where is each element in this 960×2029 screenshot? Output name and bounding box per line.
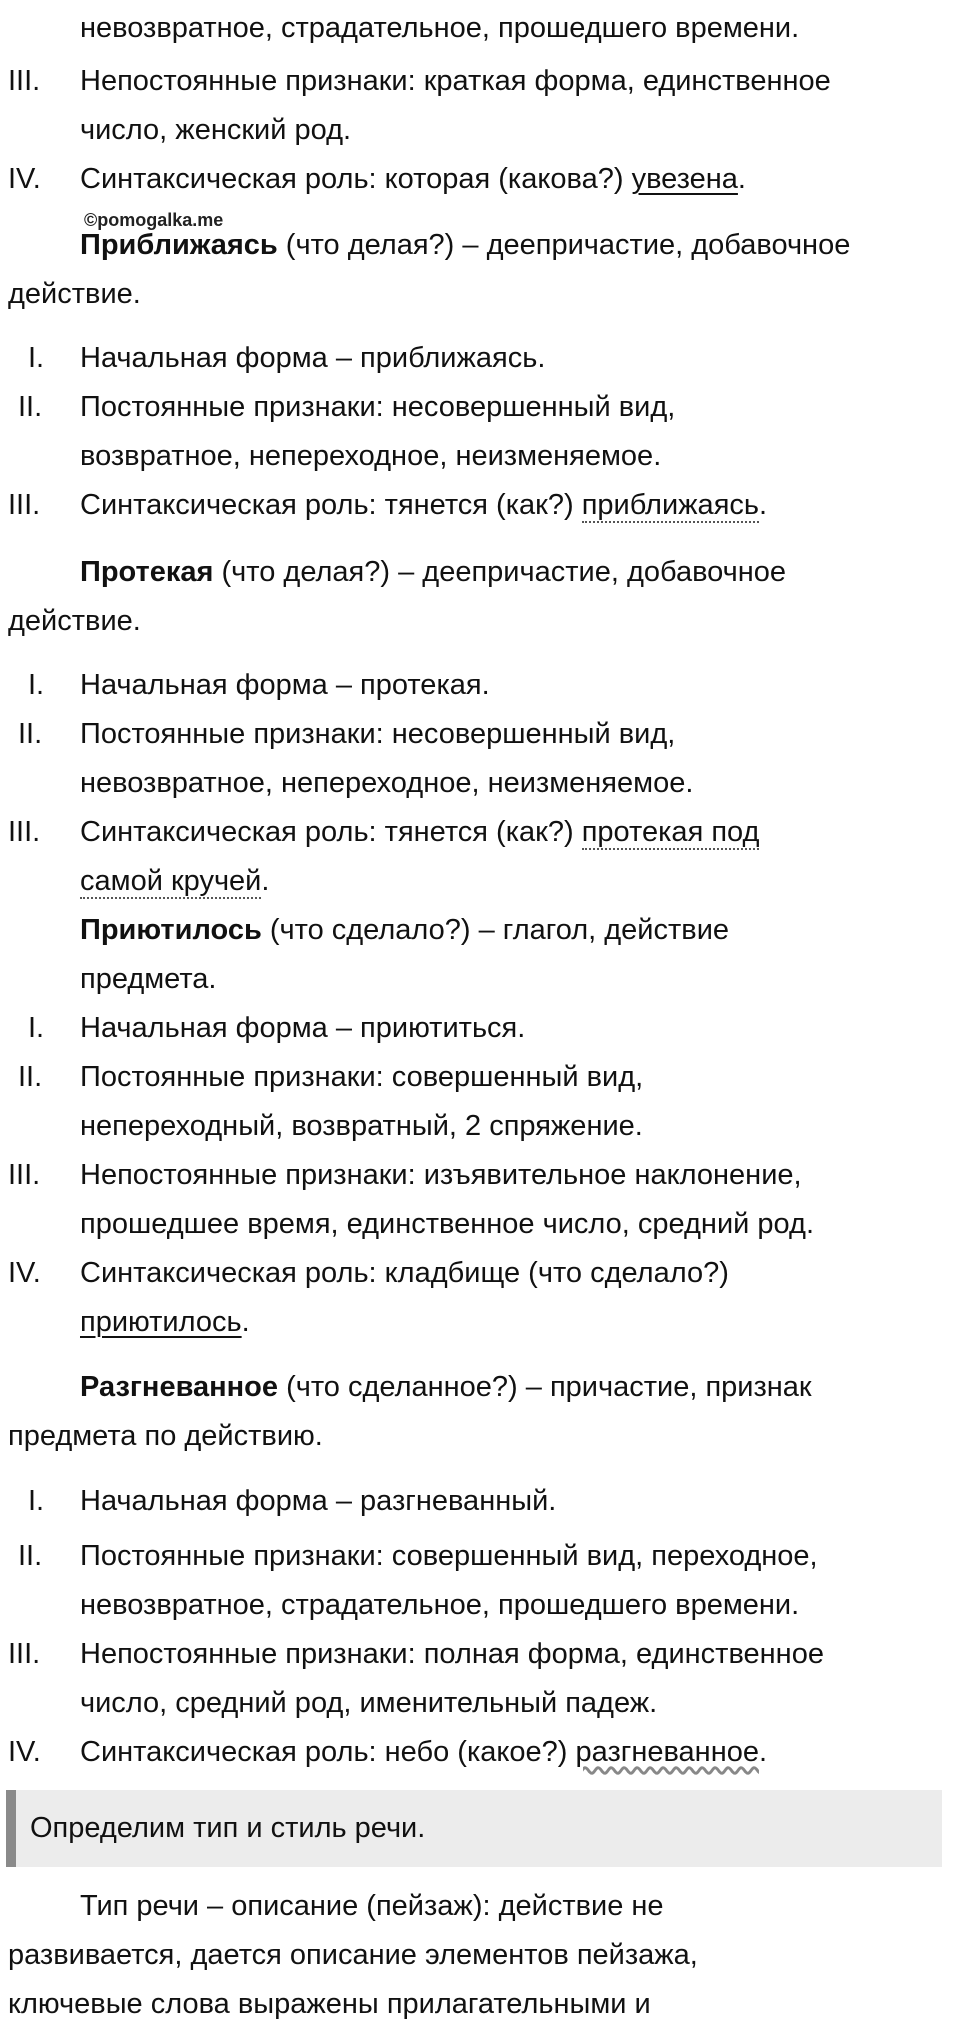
underlined-word: самой кручей [80,865,262,897]
list-number: II. [18,391,43,423]
text-span: . [758,1736,768,1768]
list-number: IV. [8,1736,41,1768]
text-line: Начальная форма – приютиться. [80,1012,526,1044]
text-line: невозвратное, страдательное, прошедшего времени. [80,12,800,44]
text-span: . [261,865,270,897]
list-number: III. [8,816,41,848]
callout-text: Определим тип и стиль речи. [30,1812,426,1844]
list-number: I. [28,342,45,374]
bold-term: Приютилось [80,914,262,946]
paragraph-heading [80,906,729,955]
text-line: Непостоянные признаки: краткая форма, единственное [80,65,831,97]
text-line: Непостоянные признаки: изъявительное наклонение, [80,1159,802,1191]
underlined-word: разгневанное [575,1736,759,1768]
text-line: число, средний род, именительный падеж. [80,1687,658,1719]
underlined-word: протекая под [581,816,760,848]
text-line: предмета по действию. [8,1420,323,1452]
text-span: . [759,489,768,521]
text-line: ключевые слова выражены прилагательными и [8,1988,651,2020]
text-span: Синтаксическая роль: небо (какое?) [80,1736,576,1768]
text-line: Начальная форма – приближаясь. [80,342,546,374]
text-line: число, женский род. [80,114,352,146]
text-line: Постоянные признаки: несовершенный вид, [80,718,676,750]
text-span: Синтаксическая роль: которая (какова?) [80,163,632,195]
text-line: Постоянные признаки: совершенный вид, переходное, [80,1540,818,1572]
list-number: I. [28,1485,45,1517]
list-item-continuation [80,857,269,906]
list-number: III. [8,1159,41,1191]
text-line: Начальная форма – разгневанный. [80,1485,557,1517]
text-span: . [737,163,746,195]
text-line: Непостоянные признаки: полная форма, единственное [80,1638,824,1670]
text-line: непереходный, возвратный, 2 спряжение. [80,1110,643,1142]
list-number: IV. [8,1257,41,1289]
text-line: предмета. [80,963,217,995]
list-item [80,808,759,857]
text-line: действие. [8,278,141,310]
list-number: I. [28,1012,45,1044]
text-line: Синтаксическая роль: кладбище (что сделало?) [80,1257,729,1289]
paragraph-heading [80,1363,812,1412]
bold-term: Протекая [80,556,214,588]
bold-term: Приближаясь [80,229,278,261]
text-line: Постоянные признаки: несовершенный вид, [80,391,676,423]
underlined-word: приближаясь [581,489,760,521]
paragraph-heading [80,221,850,270]
text-line: действие. [8,605,141,637]
text-span: (что делая?) – деепричастие, добавочное [213,556,787,588]
text-span: Синтаксическая роль: тянется (как?) [80,489,582,521]
list-item [80,1728,767,1777]
bold-term: Разгневанное [80,1371,279,1403]
text-span: . [241,1306,250,1338]
list-number: II. [18,1540,43,1572]
list-number: II. [18,718,43,750]
text-line: невозвратное, страдательное, прошедшего времени. [80,1589,800,1621]
text-line: невозвратное, непереходное, неизменяемое. [80,767,694,799]
text-line: прошедшее время, единственное число, средний род. [80,1208,815,1240]
watermark: ©pomogalka.me [84,210,224,230]
list-number: III. [8,489,41,521]
list-number: I. [28,669,45,701]
list-item [80,155,746,204]
text-line: Начальная форма – протекая. [80,669,490,701]
paragraph-heading [80,548,786,597]
list-item-continuation [80,1298,250,1347]
list-number: II. [18,1061,43,1093]
list-item [80,481,767,530]
text-span: (что делая?) – деепричастие, добавочное [277,229,851,261]
text-line: развивается, дается описание элементов пейзажа, [8,1939,698,1971]
section-callout [6,1790,942,1867]
text-span: (что сделало?) – глагол, действие [261,914,730,946]
list-number: III. [8,1638,41,1670]
list-number: III. [8,65,41,97]
text-line: Тип речи – описание (пейзаж): действие не [80,1890,664,1922]
underlined-word: увезена [631,163,738,195]
underlined-word: приютилось [80,1306,242,1338]
text-line: Постоянные признаки: совершенный вид, [80,1061,644,1093]
text-span: (что сделанное?) – причастие, признак [278,1371,812,1403]
list-number: IV. [8,163,41,195]
text-span: Синтаксическая роль: тянется (как?) [80,816,582,848]
text-line: возвратное, непереходное, неизменяемое. [80,440,662,472]
